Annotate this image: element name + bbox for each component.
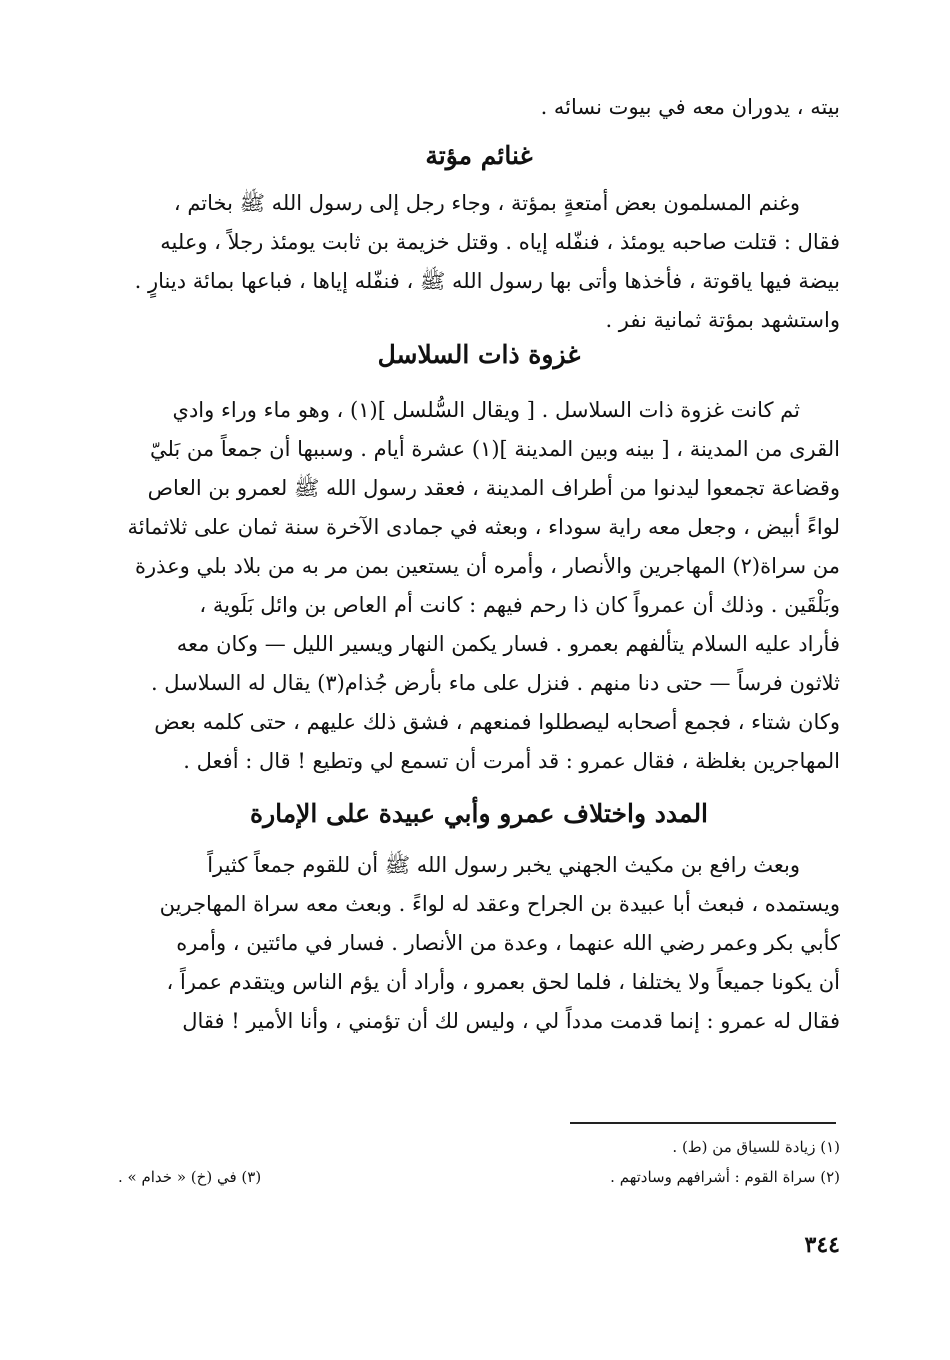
section1-line: وغنم المسلمون بعض أمتعةٍ بمؤتة ، وجاء رجل إلى رسول الله ﷺ بخاتم ،	[173, 191, 800, 215]
section2-line: ثلاثون فرساً — حتى دنا منهم . فنزل على ماء بأرض جُذام(٣) يقال له السلاسل .	[150, 671, 840, 695]
section2-paragraph	[118, 391, 840, 781]
section2-line: القرى من المدينة ، [ بينه وبين المدينة ](١) عشرة أيام . وسببها أن جمعاً من بَليّ	[149, 437, 840, 461]
section2-line: فأراد عليه السلام يتألفهم بعمرو . فسار يكمن النهار ويسير الليل — وكان معه	[176, 632, 840, 656]
footnote-2: (٢) سراة القوم : أشرافهم وسادتهم .	[610, 1168, 840, 1186]
heading-ghanaim-muta: غنائم مؤتة	[425, 141, 533, 170]
section3-line: وبعث رافع بن مكيث الجهني يخبر رسول الله ﷺ أن للقوم جمعاً كثيراً	[207, 853, 800, 877]
section1-line: واستشهد بمؤتة ثمانية نفر .	[605, 308, 840, 332]
page-number: ٣٤٤	[804, 1232, 840, 1258]
footnote-1: (١) زيادة للسياق من (ط) .	[672, 1138, 840, 1156]
section2-line: المهاجرين بغلظة ، فقال عمرو : قد أمرت أن تسمع لي وتطيع ! قال : أفعل .	[183, 749, 840, 773]
footnote-3: (٣) في (خ) « خدام » .	[118, 1168, 262, 1186]
top-line: بيته ، يدوران معه في بيوت نسائه .	[540, 95, 840, 119]
section2-line: ثم كانت غزوة ذات السلاسل . [ ويقال السُّلسل ](١) ، وهو ماء وراء وادي	[172, 398, 800, 422]
heading-dhat-al-salasil: غزوة ذات السلاسل	[377, 340, 581, 369]
section2-line: وكان شتاء ، فجمع أصحابه ليصطلوا فمنعهم ، فشق ذلك عليهم ، حتى كلمه بعض	[154, 710, 840, 734]
heading-madad-ikhtilaf: المدد واختلاف عمرو وأبي عبيدة على الإمارة	[249, 799, 709, 828]
footnote-divider	[570, 1122, 836, 1124]
section2-line: لواءً أبيض ، وجعل معه راية سوداء ، وبعثه في جمادى الآخرة سنة ثمان على ثلاثمائة	[127, 515, 840, 539]
section2-line: من سراة(٢) المهاجرين والأنصار ، وأمره أن يستعين بمن مر به من بلاد بلي وعذرة	[134, 554, 840, 578]
section2-line: وبَلْقَين . وذلك أن عمرواً كان ذا رحم فيهم : كانت أم العاص بن وائل بَلَوية ،	[199, 593, 840, 617]
footnote-row	[118, 1162, 840, 1192]
page-body	[118, 88, 840, 1041]
section3-line: كأبي بكر وعمر رضي الله عنهما ، وعدة من الأنصار . فسار في مائتين ، وأمره	[176, 931, 840, 955]
section1-paragraph	[118, 184, 840, 340]
section3-line: أن يكونا جميعاً ولا يختلفا ، فلما لحق بعمرو ، وأراد أن يؤم الناس ويتقدم عمراً ،	[166, 970, 840, 994]
section2-line: وقضاعة تجمعوا ليدنوا من أطراف المدينة ، فعقد رسول الله ﷺ لعمرو بن العاص	[147, 476, 840, 500]
section3-line: ويستمده ، فبعث أبا عبيدة بن الجراح وعقد له لواءً . وبعث معه سراة المهاجرين	[159, 892, 840, 916]
section3-paragraph	[118, 846, 840, 1041]
section3-line: فقال له عمرو : إنما قدمت مدداً لي ، وليس لك أن تؤمني ، وأنا الأمير ! فقال	[182, 1009, 840, 1033]
section1-line: بيضة فيها ياقوتة ، فأخذها وأتى بها رسول الله ﷺ ، فنفّله إياها ، فباعها بمائة دينارٍ .	[134, 269, 840, 293]
footnotes	[118, 1132, 840, 1192]
section1-line: فقال : قتلت صاحبه يومئذ ، فنفّله إياه . وقتل خزيمة بن ثابت يومئذ رجلاً ، وعليه	[160, 230, 840, 254]
